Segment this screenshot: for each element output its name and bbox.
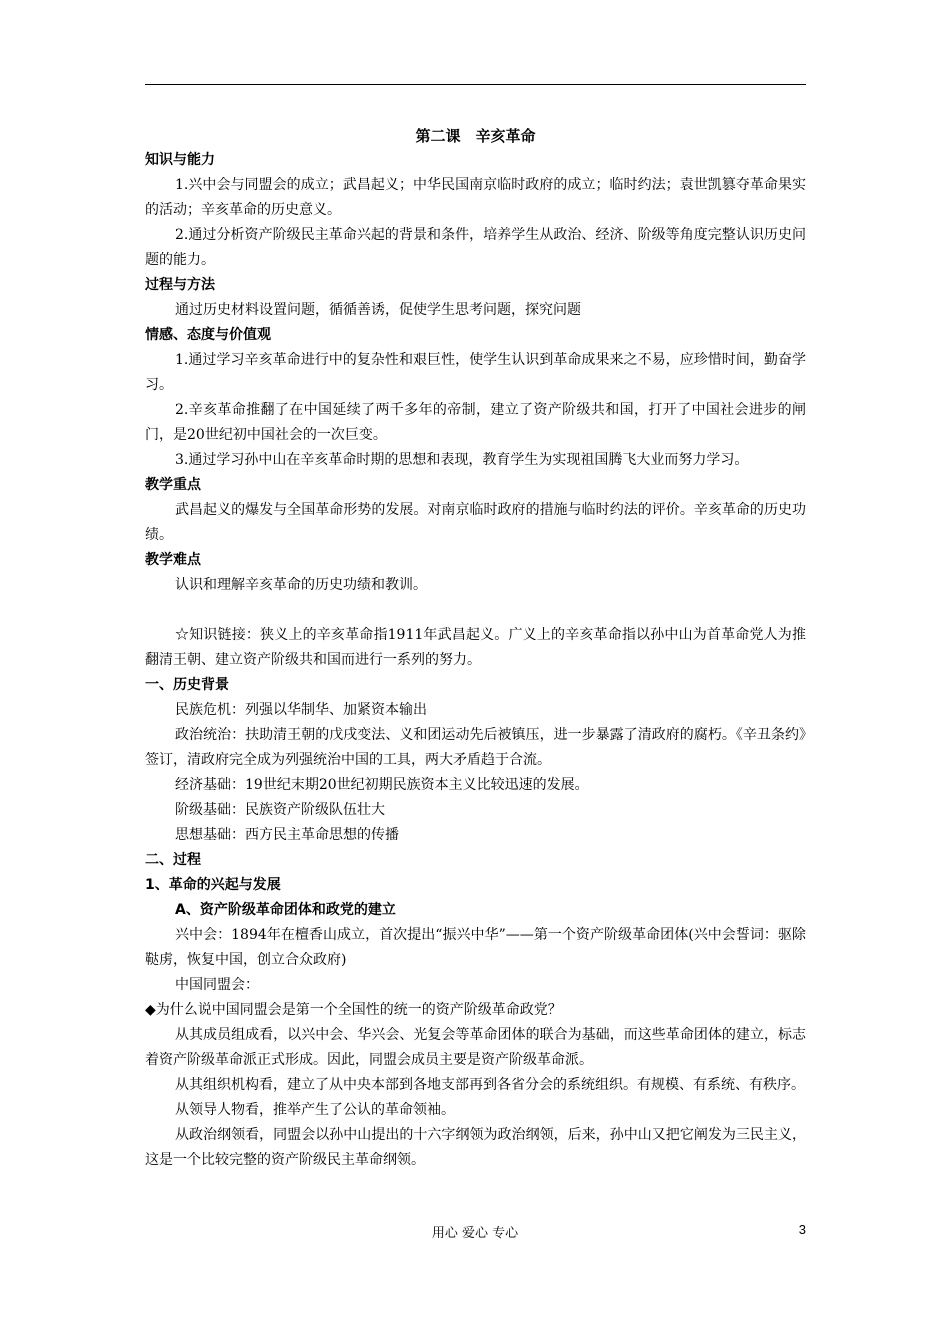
paragraph: 通过历史材料设置问题，循循善诱，促使学生思考问题，探究问题: [175, 302, 581, 318]
section-heading: 教学重点: [145, 477, 201, 493]
paragraph: 从其组织机构看，建立了从中央本部到各地支部再到各省分会的系统组织。有规模、有系统、有秩序。: [175, 1077, 805, 1093]
paragraph: 政治统治：扶助清王朝的戊戌变法、义和团运动先后被镇压，进一步暴露了清政府的腐朽。《辛丑条约》签订，清政府完全成为列强统治中国的工具，两大矛盾趋于合流。: [145, 727, 806, 768]
footer-motto: 用心 爱心 专心: [431, 1226, 519, 1241]
paragraph: 思想基础：西方民主革命思想的传播: [175, 827, 399, 843]
lesson-title: 第二课 辛亥革命: [415, 127, 536, 145]
paragraph: 中国同盟会：: [175, 977, 259, 993]
section-heading: 二、过程: [145, 852, 201, 868]
paragraph: 兴中会：1894年在檀香山成立，首次提出“振兴中华”——第一个资产阶级革命团体(兴中会誓词：驱除鞑虏，恢复中国，创立合众政府): [145, 927, 806, 968]
paragraph: 1.通过学习辛亥革命进行中的复杂性和艰巨性，使学生认识到革命成果来之不易，应珍惜时间，勤奋学习。: [145, 352, 806, 393]
paragraph: 2.通过分析资产阶级民主革命兴起的背景和条件，培养学生从政治、经济、阶级等角度完整认识历史问题的能力。: [145, 227, 806, 268]
section-heading: 知识与能力: [145, 152, 215, 168]
paragraph: 认识和理解辛亥革命的历史功绩和教训。: [175, 577, 427, 593]
section-heading: 一、历史背景: [145, 677, 229, 693]
section-heading: 1、革命的兴起与发展: [145, 877, 281, 893]
header-rule: [145, 84, 806, 85]
content-blocks: [145, 148, 806, 1173]
paragraph: 从政治纲领看，同盟会以孙中山提出的十六字纲领为政治纲领，后来，孙中山又把它阐发为三民主义，这是一个比较完整的资产阶级民主革命纲领。: [145, 1127, 806, 1168]
section-heading: 情感、态度与价值观: [145, 327, 271, 343]
page-number: 3: [798, 1222, 806, 1237]
paragraph: 3.通过学习孙中山在辛亥革命时期的思想和表现，教育学生为实现祖国腾飞大业而努力学习。: [175, 452, 749, 468]
blank-line: [145, 598, 806, 623]
paragraph: 1.兴中会与同盟会的成立；武昌起义；中华民国南京临时政府的成立；临时约法；袁世凯篡夺革命果实的活动；辛亥革命的历史意义。: [145, 177, 806, 218]
paragraph: 2.辛亥革命推翻了在中国延续了两千多年的帝制，建立了资产阶级共和国，打开了中国社会进步的闸门，是20世纪初中国社会的一次巨变。: [145, 402, 806, 443]
section-heading: 教学难点: [145, 552, 201, 568]
document-body: [145, 124, 806, 1173]
section-heading: A、资产阶级革命团体和政党的建立: [175, 902, 396, 918]
paragraph: 经济基础：19世纪末期20世纪初期民族资本主义比较迅速的发展。: [175, 777, 589, 793]
paragraph: 民族危机：列强以华制华、加紧资本输出: [175, 702, 427, 718]
paragraph: 阶级基础：民族资产阶级队伍壮大: [175, 802, 385, 818]
paragraph: ☆知识链接：狭义上的辛亥革命指1911年武昌起义。广义上的辛亥革命指以孙中山为首革命党人为推翻清王朝、建立资产阶级共和国而进行一系列的努力。: [145, 627, 806, 668]
paragraph: 武昌起义的爆发与全国革命形势的发展。对南京临时政府的措施与临时约法的评价。辛亥革命的历史功绩。: [145, 502, 806, 543]
section-heading: 过程与方法: [145, 277, 215, 293]
paragraph: 从其成员组成看，以兴中会、华兴会、光复会等革命团体的联合为基础，而这些革命团体的建立，标志着资产阶级革命派正式形成。因此，同盟会成员主要是资产阶级革命派。: [145, 1027, 806, 1068]
paragraph: ◆为什么说中国同盟会是第一个全国性的统一的资产阶级革命政党？: [145, 1002, 562, 1018]
paragraph: 从领导人物看，推举产生了公认的革命领袖。: [175, 1102, 455, 1118]
